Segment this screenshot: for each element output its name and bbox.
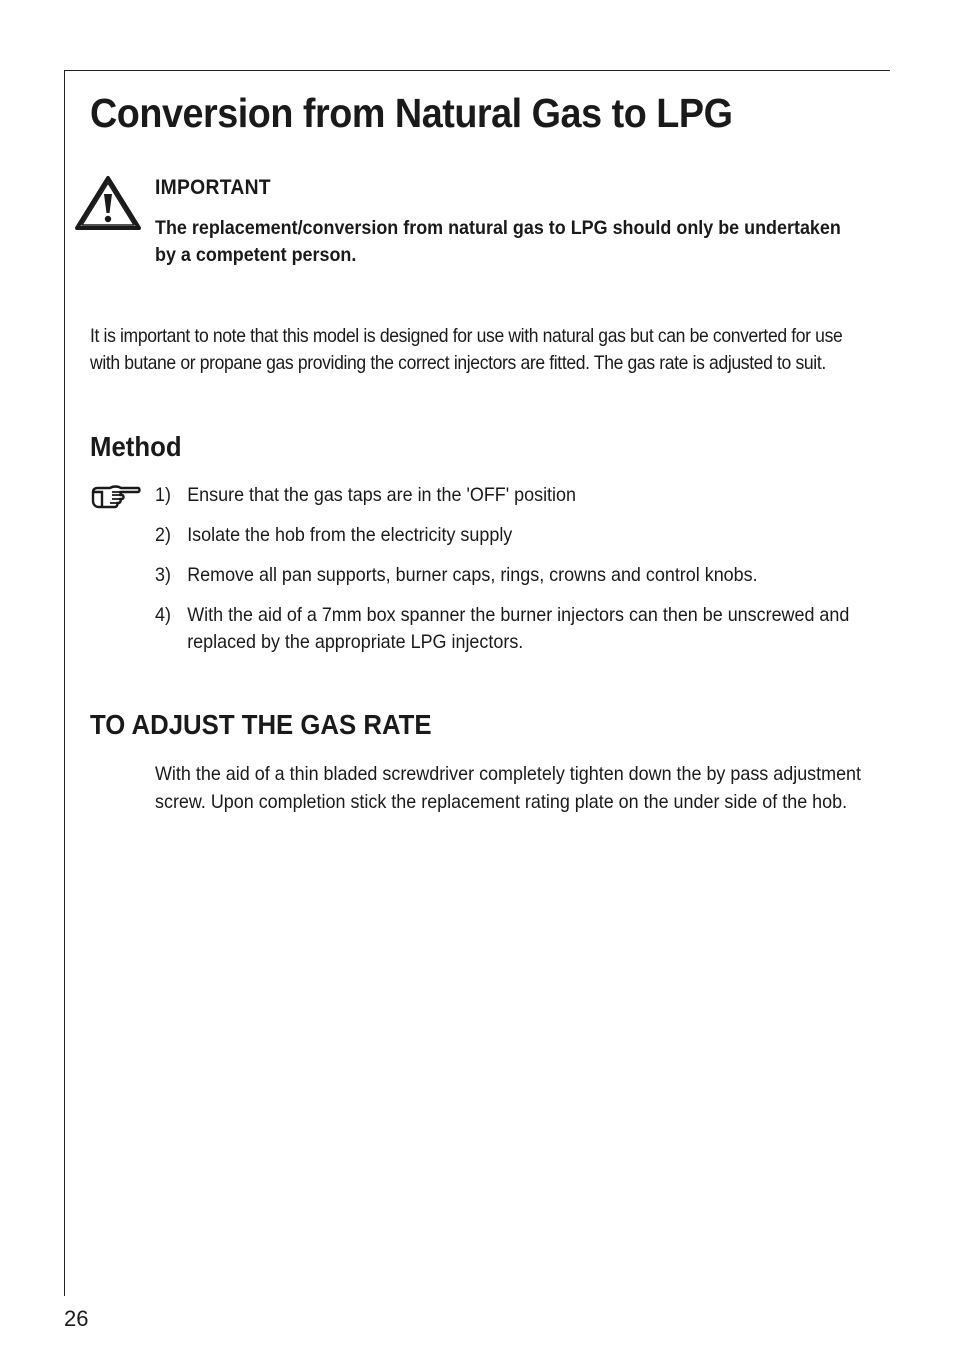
step-number: 4) <box>155 604 171 626</box>
step-number: 1) <box>155 484 171 506</box>
page-top-rule <box>64 70 890 71</box>
method-heading: Method <box>90 431 182 462</box>
method-step <box>155 562 868 589</box>
important-warning-text: The replacement/conversion from natural gas to LPG should only be undertaken by a competent person. <box>155 217 841 266</box>
method-step <box>155 522 868 549</box>
step-text: Remove all pan supports, burner caps, rings, crowns and control knobs. <box>187 564 758 586</box>
step-number: 3) <box>155 564 171 586</box>
method-step <box>155 602 868 656</box>
step-text: Ensure that the gas taps are in the 'OFF' position <box>187 484 576 506</box>
method-step <box>155 482 868 509</box>
step-number: 2) <box>155 524 171 546</box>
page-number: 26 <box>64 1306 89 1331</box>
page-left-rule <box>64 70 65 1296</box>
step-text: Isolate the hob from the electricity supply <box>187 524 513 546</box>
pointing-hand-icon <box>90 483 142 511</box>
page-title: Conversion from Natural Gas to LPG <box>90 90 733 136</box>
important-label: IMPORTANT <box>155 176 271 199</box>
warning-triangle-icon <box>74 174 142 232</box>
intro-paragraph: It is important to note that this model is designed for use with natural gas but can be converted for use with butane or propane gas providing the correct injectors are fitted. The gas rate is adjusted to suit. <box>90 325 843 374</box>
step-text: With the aid of a 7mm box spanner the burner injectors can then be unscrewed and replaced by the appropriate LPG injectors. <box>187 604 850 653</box>
adjust-gas-rate-text: With the aid of a thin bladed screwdriver completely tighten down the by pass adjustment screw. Upon completion stick the replacement rating plate on the under side of the hob. <box>155 763 862 813</box>
adjust-gas-rate-heading: TO ADJUST THE GAS RATE <box>90 709 432 740</box>
